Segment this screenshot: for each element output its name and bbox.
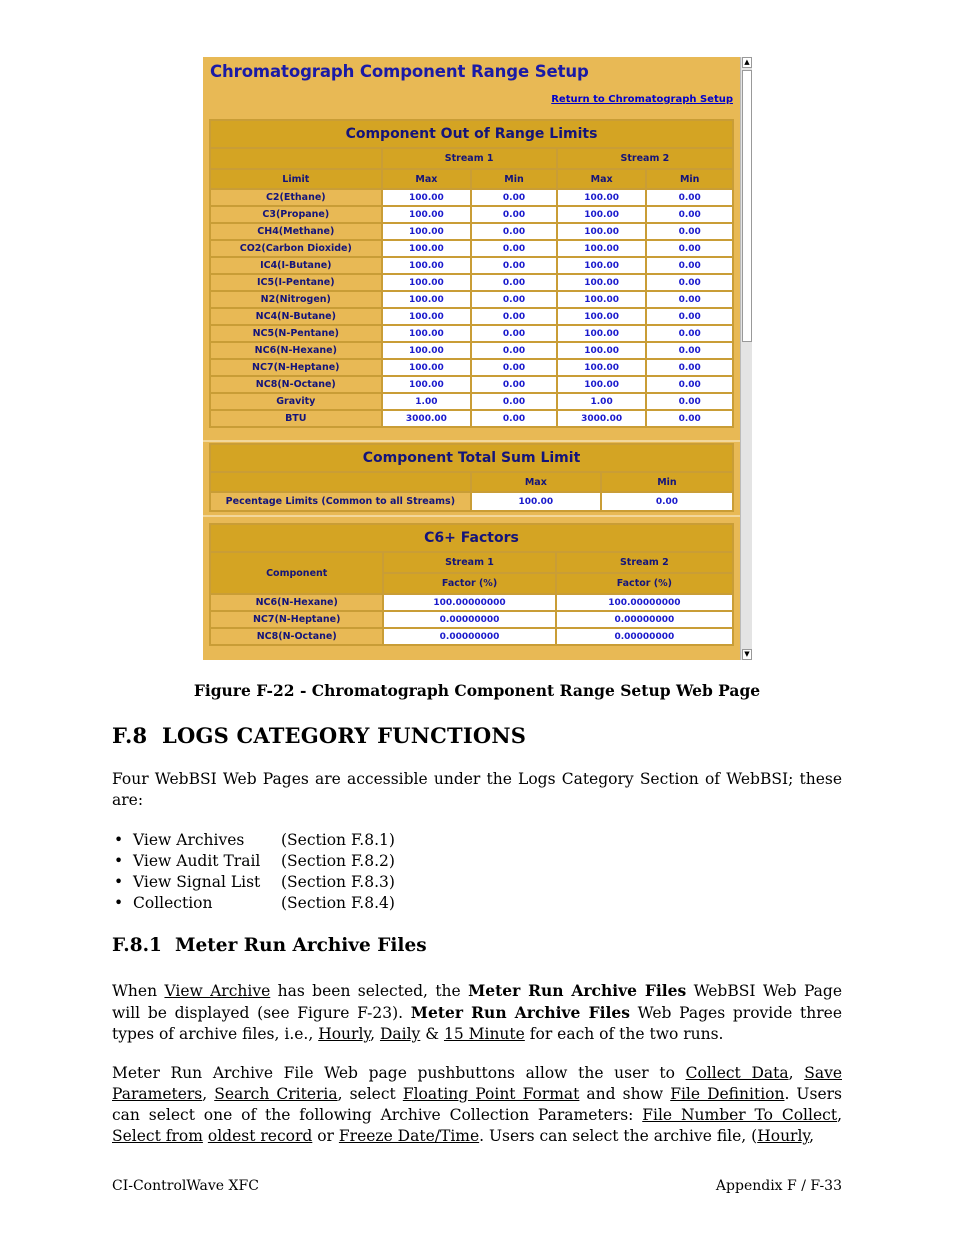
range-limit-row (211, 377, 732, 392)
sum-min-input[interactable]: 0.00 (602, 493, 732, 510)
c6-factor-row (211, 612, 732, 627)
list-item-name: View Archives (133, 831, 245, 849)
range-limit-row (211, 326, 732, 341)
stream2-min-input[interactable]: 0.00 (647, 411, 732, 426)
sum-min-column-header: Min (602, 473, 732, 491)
component-label: NC8(N-Octane) (211, 377, 381, 392)
stream1-min-input[interactable]: 0.00 (472, 292, 556, 307)
stream1-min-input[interactable]: 0.00 (472, 394, 556, 409)
component-label: NC6(N-Hexane) (211, 343, 381, 358)
range-limit-row (211, 360, 732, 375)
stream1-max-input[interactable]: 100.00 (383, 292, 471, 307)
c6-factor-row (211, 595, 732, 610)
stream1-max-input[interactable]: 100.00 (383, 190, 471, 205)
footer-left: CI-ControlWave XFC (112, 1178, 259, 1194)
scrollbar-thumb[interactable] (742, 70, 752, 342)
page-title: Chromatograph Component Range Setup (210, 62, 589, 81)
component-label: Gravity (211, 394, 381, 409)
component-label: C2(Ethane) (211, 190, 381, 205)
component-label: IC4(I-Butane) (211, 258, 381, 273)
component-column-header: Component (211, 553, 382, 593)
stream2-min-input[interactable]: 0.00 (647, 394, 732, 409)
sum-max-column-header: Max (472, 473, 600, 491)
stream1-max-input[interactable]: 100.00 (383, 241, 471, 256)
range-stream1-header: Stream 1 (383, 149, 556, 168)
stream1-max-input[interactable]: 100.00 (383, 309, 471, 324)
component-label: NC4(N-Butane) (211, 309, 381, 324)
stream1-min-input[interactable]: 0.00 (472, 411, 556, 426)
component-label: NC5(N-Pentane) (211, 326, 381, 341)
range-limit-row (211, 275, 732, 290)
range-limit-row (211, 343, 732, 358)
subsection-heading (112, 935, 427, 956)
scroll-down-arrow-icon[interactable]: ▼ (742, 649, 752, 660)
stream2-min-input[interactable]: 0.00 (647, 309, 732, 324)
stream1-min-input[interactable]: 0.00 (472, 190, 556, 205)
stream2-min-input[interactable]: 0.00 (647, 190, 732, 205)
scroll-up-arrow-icon[interactable]: ▲ (742, 57, 752, 68)
stream1-max-input[interactable]: 100.00 (383, 207, 471, 222)
stream1-min-input[interactable]: 0.00 (472, 241, 556, 256)
stream2-min-input[interactable]: 0.00 (647, 360, 732, 375)
stream1-max-input[interactable]: 100.00 (383, 377, 471, 392)
stream2-max-input[interactable]: 100.00 (558, 190, 646, 205)
c6-stream2-header: Stream 2 (557, 553, 732, 572)
list-item (112, 830, 395, 851)
stream2-min-input[interactable]: 0.00 (647, 292, 732, 307)
bullet-icon: • (114, 852, 124, 870)
list-item-name: Collection (133, 894, 213, 912)
stream1-min-input[interactable]: 0.00 (472, 377, 556, 392)
section-number: F.8 (112, 723, 148, 748)
stream2-max-input[interactable]: 100.00 (558, 241, 646, 256)
intro-paragraph: Four WebBSI Web Pages are accessible under the Logs Category Section of WebBSI; these are: (112, 770, 842, 809)
stream1-min-input[interactable]: 0.00 (472, 343, 556, 358)
range-limit-row (211, 292, 732, 307)
subsection-number: F.8.1 (112, 935, 162, 956)
c6-stream2-factor-header: Factor (%) (557, 574, 732, 593)
stream2-max-input[interactable]: 100.00 (558, 309, 646, 324)
list-item-name: View Audit Trail (133, 852, 261, 870)
stream1-max-input[interactable]: 3000.00 (383, 411, 471, 426)
stream1-max-input[interactable]: 100.00 (383, 275, 471, 290)
stream2-min-input[interactable]: 0.00 (647, 224, 732, 239)
stream2-max-input[interactable]: 100.00 (558, 343, 646, 358)
stream2-min-input[interactable]: 0.00 (647, 326, 732, 341)
stream1-max-input[interactable]: 100.00 (383, 258, 471, 273)
section-divider (203, 515, 740, 517)
range-limit-row (211, 224, 732, 239)
range-stream2-header: Stream 2 (558, 149, 732, 168)
stream1-factor-input[interactable]: 100.00000000 (384, 595, 554, 610)
component-label: BTU (211, 411, 381, 426)
range-limit-row (211, 309, 732, 324)
c6-stream1-header: Stream 1 (384, 553, 554, 572)
range-limits-table (209, 119, 734, 428)
stream2-max-input[interactable]: 100.00 (558, 224, 646, 239)
stream2-max-input[interactable]: 100.00 (558, 377, 646, 392)
stream2-max-input[interactable]: 100.00 (558, 326, 646, 341)
list-item-name: View Signal List (133, 873, 261, 891)
range-limit-row (211, 190, 732, 205)
list-item (112, 872, 395, 893)
component-label: N2(Nitrogen) (211, 292, 381, 307)
c6-stream1-factor-header: Factor (%) (384, 574, 554, 593)
logs-pages-list (112, 830, 395, 914)
c6-factor-row (211, 629, 732, 644)
stream2-min-input[interactable]: 0.00 (647, 377, 732, 392)
stream2-max-input[interactable]: 100.00 (558, 258, 646, 273)
figure-caption: Figure F-22 - Chromatograph Component Range Setup Web Page (193, 681, 761, 700)
sum-max-input[interactable]: 100.00 (472, 493, 600, 510)
stream2-max-input[interactable]: 100.00 (558, 360, 646, 375)
s1-max-column-header: Max (383, 170, 471, 188)
component-label: NC8(N-Octane) (211, 629, 382, 644)
stream2-max-input[interactable]: 100.00 (558, 292, 646, 307)
list-item (112, 893, 395, 914)
s2-max-column-header: Max (558, 170, 646, 188)
stream2-min-input[interactable]: 0.00 (647, 343, 732, 358)
range-limit-row (211, 258, 732, 273)
range-limit-row (211, 411, 732, 426)
archive-files-paragraph-1: When View Archive has been selected, the Meter Run Archive Files WebBSI Web Page will be displayed (see Figure F-23). Meter Run Archive Files Web Pages provide three types of archive files, i.e., Hourly, Daily & 15 Minute for each of the two runs. (112, 981, 843, 1043)
list-item (112, 851, 395, 872)
stream1-min-input[interactable]: 0.00 (472, 326, 556, 341)
stream2-factor-input[interactable]: 0.00000000 (557, 612, 732, 627)
s1-min-column-header: Min (472, 170, 556, 188)
list-item-section-ref: (Section F.8.1) (281, 831, 395, 849)
component-label: CH4(Methane) (211, 224, 381, 239)
view-archive-link[interactable]: View Archive (164, 982, 271, 1000)
component-label: IC5(I-Pentane) (211, 275, 381, 290)
stream2-min-input[interactable]: 0.00 (647, 275, 732, 290)
c6-factors-title: C6+ Factors (211, 525, 732, 551)
stream1-max-input[interactable]: 100.00 (383, 360, 471, 375)
s2-min-column-header: Min (647, 170, 732, 188)
component-label: NC7(N-Heptane) (211, 360, 381, 375)
c6-factors-table (209, 523, 734, 646)
subsection-title: Meter Run Archive Files (175, 935, 427, 956)
stream1-max-input[interactable]: 100.00 (383, 326, 471, 341)
bullet-icon: • (114, 873, 124, 891)
range-limit-row (211, 394, 732, 409)
list-item-section-ref: (Section F.8.3) (281, 873, 395, 891)
list-item-section-ref: (Section F.8.2) (281, 852, 395, 870)
stream1-min-input[interactable]: 0.00 (472, 360, 556, 375)
component-label: NC6(N-Hexane) (211, 595, 382, 610)
stream1-min-input[interactable]: 0.00 (472, 258, 556, 273)
stream2-max-input[interactable]: 1.00 (558, 394, 646, 409)
stream1-factor-input[interactable]: 0.00000000 (384, 629, 554, 644)
percentage-limits-label: Pecentage Limits (Common to all Streams) (211, 493, 470, 510)
archive-files-paragraph-2: Meter Run Archive File Web page pushbuttons allow the user to Collect Data, Save Parameters, Search Criteria, select Floating Point Format and show File Definition. Users can select one of the following Archive Collection Parameters: File Number To Collect, Select from oldest record or Freeze Date/Time. Users can select the archive file, (Hourly, (112, 1064, 842, 1145)
stream1-min-input[interactable]: 0.00 (472, 275, 556, 290)
footer-right: Appendix F / F-33 (715, 1178, 842, 1194)
section-heading (112, 723, 526, 748)
sum-limit-title: Component Total Sum Limit (211, 445, 732, 471)
bullet-icon: • (114, 831, 124, 849)
stream2-min-input[interactable]: 0.00 (647, 258, 732, 273)
vertical-scrollbar[interactable] (740, 57, 752, 660)
stream1-max-input[interactable]: 1.00 (383, 394, 471, 409)
range-limits-blank-cell (211, 149, 381, 168)
section-divider (203, 440, 740, 442)
list-item-section-ref: (Section F.8.4) (281, 894, 395, 912)
section-title: LOGS CATEGORY FUNCTIONS (162, 723, 527, 748)
range-limits-title: Component Out of Range Limits (211, 121, 732, 147)
stream2-min-input[interactable]: 0.00 (647, 207, 732, 222)
stream1-factor-input[interactable]: 0.00000000 (384, 612, 554, 627)
limit-column-header: Limit (211, 170, 381, 188)
range-limit-row (211, 241, 732, 256)
stream2-max-input[interactable]: 3000.00 (558, 411, 646, 426)
stream1-min-input[interactable]: 0.00 (472, 207, 556, 222)
stream2-min-input[interactable]: 0.00 (647, 241, 732, 256)
stream1-min-input[interactable]: 0.00 (472, 224, 556, 239)
stream2-factor-input[interactable]: 100.00000000 (557, 595, 732, 610)
sum-limit-table (209, 443, 734, 512)
range-limit-row (211, 207, 732, 222)
component-label: C3(Propane) (211, 207, 381, 222)
stream2-factor-input[interactable]: 0.00000000 (557, 629, 732, 644)
sum-limit-blank-cell (211, 473, 470, 491)
stream2-max-input[interactable]: 100.00 (558, 207, 646, 222)
stream1-max-input[interactable]: 100.00 (383, 343, 471, 358)
component-label: CO2(Carbon Dioxide) (211, 241, 381, 256)
component-label: NC7(N-Heptane) (211, 612, 382, 627)
chromatograph-range-setup-screenshot (203, 57, 752, 660)
stream2-max-input[interactable]: 100.00 (558, 275, 646, 290)
bullet-icon: • (114, 894, 124, 912)
stream1-min-input[interactable]: 0.00 (472, 309, 556, 324)
stream1-max-input[interactable]: 100.00 (383, 224, 471, 239)
return-to-chromatograph-setup-link[interactable]: Return to Chromatograph Setup (551, 94, 733, 105)
